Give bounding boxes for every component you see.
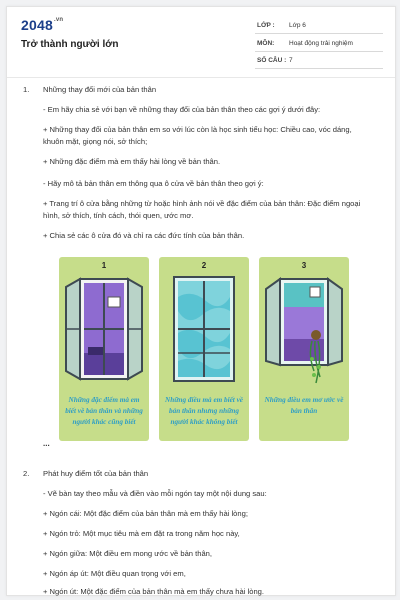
panel-caption: Những đặc điểm mà em biết về bản thân và những người khác cũng biết [65,396,143,426]
section1-line: - Em hãy chia sẻ với bạn về những thay đổi của bản thân theo các gợi ý dưới đây: [43,105,321,114]
section2-line: + Ngón giữa: Một điều em mong ước về bản thân, [43,549,213,558]
window-panel-3 [259,257,349,441]
windows-illustration [59,257,349,441]
site-logo[interactable]: $2048^{.vn}$ [21,17,64,33]
window-3-icon [262,267,346,391]
section2-line: + Ngón cái: Một đặc điểm của bản thân mà em thấy hài lòng; [43,509,248,518]
panel-number: 1 [101,261,107,270]
window-2-icon [162,267,246,391]
section1-title: Những thay đổi mới của bản thân [43,85,157,94]
section1-line: + Trang trí ô cửa bằng những từ hoặc hình ảnh nói về đặc điểm của bản thân: Đặc điểm ngoại [43,199,361,208]
window-1-icon [62,267,146,391]
document-title: Trở thành người lớn [21,39,119,50]
section1-line: + Những đặc điểm mà em thấy hài lòng về bản thân. [43,157,221,166]
section2-line: - Vẽ bàn tay theo mẫu và điền vào mỗi ngón tay một nội dung sau: [43,489,267,498]
section2-line: + Ngón áp út: Một điều quan trọng với em, [43,569,186,578]
window-panel-1 [59,257,149,441]
meta-question-count: SỐ CÂU : 7 [255,54,383,69]
section2-title: Phát huy điểm tốt của bản thân [43,469,149,478]
section1-line: + Chia sẻ các ô cửa đó và chỉ ra các đức tính của bản thân. [43,231,245,240]
panel-caption: Những điều mà em biết về bản thân nhưng những người khác không biết [165,396,243,426]
header-divider [7,77,395,78]
panel-number: 2 [201,261,207,270]
panel-number: 3 [301,261,307,270]
section2-number: 2. [23,469,30,478]
document-header [7,7,395,71]
figure-ellipsis: ... [43,439,50,448]
section1-number: 1. [23,85,30,94]
section2-line: + Ngón trỏ: Một mục tiêu mà em đặt ra trong năm học này, [43,529,240,538]
section1-line: + Những thay đổi của bản thân em so với lúc còn là học sinh tiểu học: Chiều cao, vóc dáng, [43,125,352,134]
meta-subject: MÔN: Hoạt động trải nghiệm [255,37,383,52]
section1-line: hình, sở thích, tính cách, thói quen, ước mơ. [43,211,194,220]
panel-caption: Những điều em mơ ước về bản thân [264,396,344,415]
section1-line: khuôn mặt, giọng nói, sở thích; [43,137,148,146]
document-card [6,6,396,596]
section2-line: + Ngón út: Một đặc điểm của bản thân mà em thấy chưa hài lòng. [43,587,265,596]
window-panel-2 [159,257,249,441]
meta-grade: LỚP : Lớp 6 [255,19,383,34]
section1-line: - Hãy mô tả bản thân em thông qua ô cửa về bản thân theo gợi ý: [43,179,264,188]
